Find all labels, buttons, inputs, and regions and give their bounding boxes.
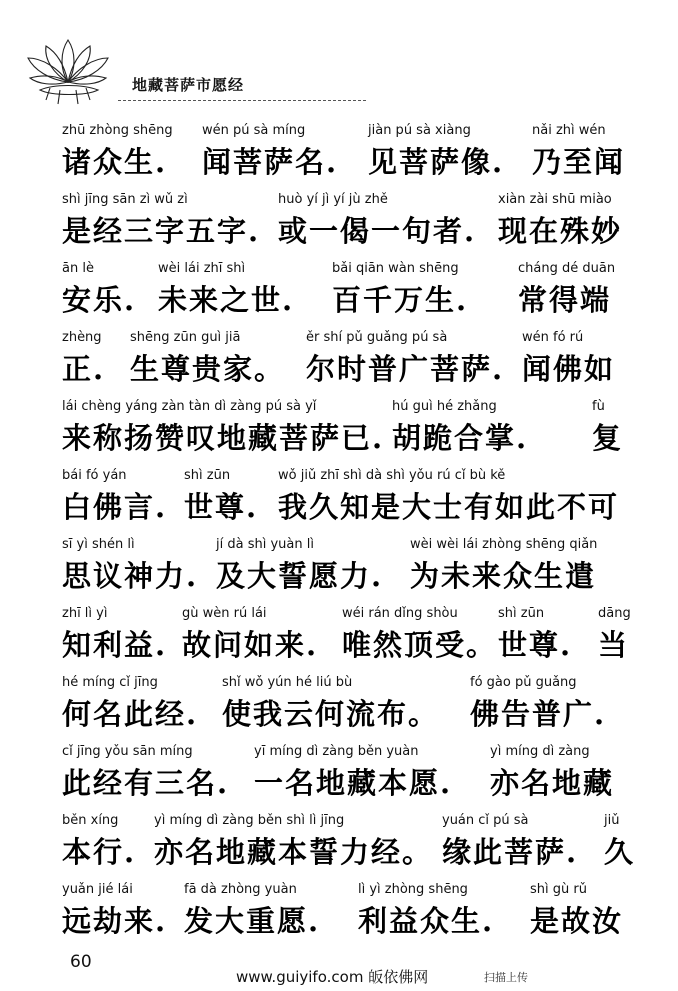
hanzi: 安乐. xyxy=(62,283,137,317)
hanzi: 生尊贵家。 xyxy=(130,352,286,386)
hanzi: 正. xyxy=(62,352,106,386)
pinyin: ān lè xyxy=(62,261,94,276)
hanzi: 本行. xyxy=(62,835,137,869)
pinyin: bǎi qiān wàn shēng xyxy=(332,261,459,276)
hanzi: 发大重愿. xyxy=(184,904,321,938)
hanzi: 乃至闻 xyxy=(532,145,626,179)
hanzi: 来称扬赞叹地藏菩萨已. xyxy=(62,421,385,455)
phrase xyxy=(410,534,597,596)
pinyin: lái chèng yáng zàn tàn dì zàng pú sà yǐ xyxy=(62,399,317,414)
text-line xyxy=(62,534,642,603)
phrase xyxy=(62,603,167,665)
pinyin: yuán cǐ pú sà xyxy=(442,813,529,828)
text-line xyxy=(62,879,642,948)
phrase xyxy=(62,396,384,458)
phrase xyxy=(518,258,615,320)
hanzi: 思议神力. xyxy=(62,559,199,593)
hanzi: 白佛言. xyxy=(62,490,168,524)
hanzi: 佛告普广. xyxy=(470,697,607,731)
phrase xyxy=(306,327,504,389)
phrase xyxy=(278,465,619,527)
hanzi: 尔时普广菩萨. xyxy=(306,352,505,386)
hanzi: 故问如来. xyxy=(182,628,319,662)
phrase xyxy=(254,741,452,803)
text-line xyxy=(62,120,642,189)
hanzi: 一名地藏本愿. xyxy=(254,766,453,800)
phrase xyxy=(498,189,622,251)
phrase xyxy=(202,120,338,182)
pinyin: yì míng dì zàng běn shì lì jīng xyxy=(154,813,345,828)
pinyin: jiǔ xyxy=(604,813,620,828)
pinyin: shì zūn xyxy=(184,468,231,483)
footer-note: 扫描上传 xyxy=(484,971,528,984)
text-line xyxy=(62,810,642,879)
pinyin: cǐ jīng yǒu sān míng xyxy=(62,744,193,759)
pinyin: fó gào pǔ guǎng xyxy=(470,675,577,690)
hanzi: 复 xyxy=(592,421,624,455)
pinyin: wén pú sà míng xyxy=(202,123,306,138)
pinyin: shì jīng sān zì wǔ zì xyxy=(62,192,188,207)
hanzi: 利益众生. xyxy=(358,904,495,938)
pinyin: huò yí jì yí jù zhě xyxy=(278,192,388,207)
hanzi: 缘此菩萨. xyxy=(442,835,579,869)
phrase xyxy=(522,327,615,389)
scripture-text xyxy=(62,120,642,948)
hanzi: 远劫来. xyxy=(62,904,168,938)
phrase xyxy=(222,672,439,734)
hanzi: 何名此经. xyxy=(62,697,199,731)
pinyin: nǎi zhì wén xyxy=(532,123,606,138)
phrase xyxy=(62,879,167,941)
pinyin: wén fó rú xyxy=(522,330,584,345)
phrase xyxy=(490,741,614,803)
phrase xyxy=(532,120,625,182)
hanzi: 久 xyxy=(604,835,636,869)
hanzi: 胡跪合掌. xyxy=(392,421,529,455)
hanzi: 亦名地藏本誓力经。 xyxy=(154,835,434,869)
text-line xyxy=(62,603,642,672)
phrase xyxy=(598,603,631,665)
lotus-icon xyxy=(20,30,116,108)
text-line xyxy=(62,327,642,396)
phrase xyxy=(62,810,136,872)
phrase xyxy=(158,258,294,320)
pinyin: shì zūn xyxy=(498,606,545,621)
pinyin: zhū zhòng shēng xyxy=(62,123,173,138)
book-title: 地藏菩萨市愿经 xyxy=(132,76,245,94)
pinyin: jí dà shì yuàn lì xyxy=(216,537,314,552)
pinyin: yuǎn jié lái xyxy=(62,882,133,897)
phrase xyxy=(530,879,623,941)
pinyin: fù xyxy=(592,399,605,414)
phrase xyxy=(216,534,383,596)
text-line xyxy=(62,465,642,534)
page-number: 60 xyxy=(70,952,92,972)
phrase xyxy=(604,810,635,872)
hanzi: 世尊. xyxy=(498,628,573,662)
phrase xyxy=(368,120,504,182)
hanzi: 及大誓愿力. xyxy=(216,559,384,593)
phrase xyxy=(182,603,318,665)
phrase xyxy=(62,327,105,389)
hanzi: 见菩萨像. xyxy=(368,145,505,179)
pinyin: zhèng xyxy=(62,330,102,345)
hanzi: 是故汝 xyxy=(530,904,624,938)
phrase xyxy=(498,603,572,665)
hanzi: 亦名地藏 xyxy=(490,766,615,800)
text-line xyxy=(62,672,642,741)
footer-site-link[interactable]: www.guiyifo.com 皈依佛网 xyxy=(236,968,429,986)
pinyin: běn xíng xyxy=(62,813,119,828)
text-line xyxy=(62,189,642,258)
phrase xyxy=(62,534,198,596)
text-line xyxy=(62,258,642,327)
pinyin: bái fó yán xyxy=(62,468,127,483)
phrase xyxy=(154,810,433,872)
phrase xyxy=(470,672,606,734)
pinyin: hé míng cǐ jīng xyxy=(62,675,158,690)
hanzi: 闻佛如 xyxy=(522,352,616,386)
hanzi: 诸众生. xyxy=(62,145,168,179)
hanzi: 是经三字五字. xyxy=(62,214,261,248)
phrase xyxy=(342,603,497,665)
text-line xyxy=(62,396,642,465)
phrase xyxy=(392,396,528,458)
hanzi: 当 xyxy=(598,628,630,662)
hanzi: 知利益. xyxy=(62,628,168,662)
pinyin: ěr shí pǔ guǎng pú sà xyxy=(306,330,448,345)
hanzi: 世尊. xyxy=(184,490,259,524)
pinyin: yī míng dì zàng běn yuàn xyxy=(254,744,419,759)
hanzi: 此经有三名. xyxy=(62,766,230,800)
phrase xyxy=(62,465,167,527)
pinyin: wǒ jiǔ zhī shì dà shì yǒu rú cǐ bù kě xyxy=(278,468,506,483)
phrase xyxy=(62,189,260,251)
phrase xyxy=(184,465,258,527)
phrase xyxy=(332,258,468,320)
hanzi: 百千万生. xyxy=(332,283,469,317)
phrase xyxy=(62,741,229,803)
pinyin: shǐ wǒ yún hé liú bù xyxy=(222,675,353,690)
pinyin: xiàn zài shū miào xyxy=(498,192,612,207)
pinyin: jiàn pú sà xiàng xyxy=(368,123,471,138)
phrase xyxy=(278,189,476,251)
pinyin: lì yì zhòng shēng xyxy=(358,882,468,897)
hanzi: 唯然顶受。 xyxy=(342,628,498,662)
hanzi: 未来之世. xyxy=(158,283,295,317)
hanzi: 闻菩萨名. xyxy=(202,145,339,179)
hanzi: 为未来众生遣 xyxy=(410,559,597,593)
pinyin: shì gù rǔ xyxy=(530,882,587,897)
phrase xyxy=(592,396,623,458)
hanzi: 我久知是大士有如此不可 xyxy=(278,490,620,524)
phrase xyxy=(358,879,494,941)
hanzi: 或一偈一句者. xyxy=(278,214,477,248)
hanzi: 使我云何流布。 xyxy=(222,697,440,731)
phrase xyxy=(62,120,173,182)
pinyin: cháng dé duān xyxy=(518,261,616,276)
page-header xyxy=(0,0,678,110)
text-line xyxy=(62,741,642,810)
pinyin: sī yì shén lì xyxy=(62,537,135,552)
pinyin: dāng xyxy=(598,606,631,621)
pinyin: hú guì hé zhǎng xyxy=(392,399,497,414)
phrase xyxy=(184,879,320,941)
pinyin: wèi wèi lái zhòng shēng qiǎn xyxy=(410,537,598,552)
phrase xyxy=(62,672,198,734)
hanzi: 现在殊妙 xyxy=(498,214,623,248)
header-divider xyxy=(118,100,366,101)
pinyin: fā dà zhòng yuàn xyxy=(184,882,297,897)
pinyin: shēng zūn guì jiā xyxy=(130,330,241,345)
pinyin: wèi lái zhī shì xyxy=(158,261,246,276)
pinyin: gù wèn rú lái xyxy=(182,606,267,621)
pinyin: yì míng dì zàng xyxy=(490,744,590,759)
phrase xyxy=(442,810,578,872)
phrase xyxy=(130,327,285,389)
pinyin: zhī lì yì xyxy=(62,606,108,621)
phrase xyxy=(62,258,136,320)
pinyin: wéi rán dǐng shòu xyxy=(342,606,458,621)
hanzi: 常得端 xyxy=(518,283,612,317)
